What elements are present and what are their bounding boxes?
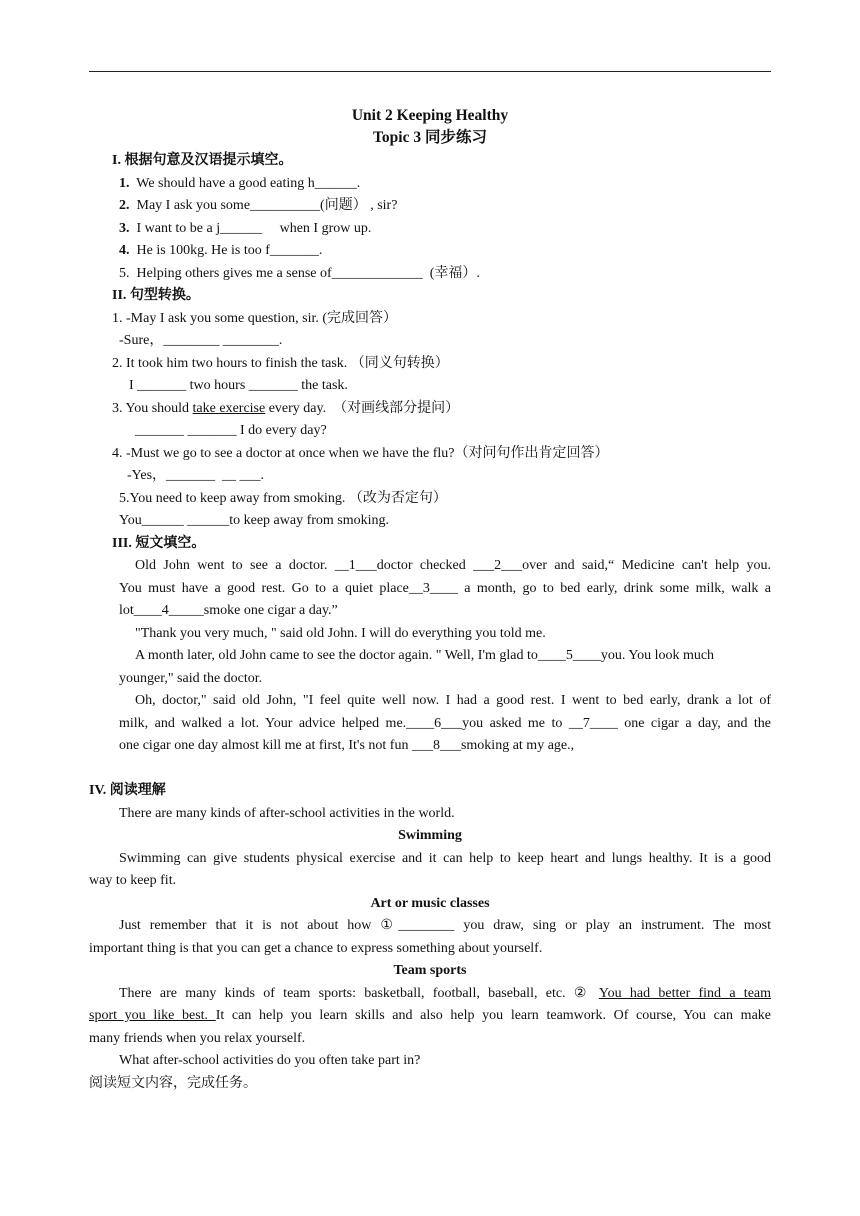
- art-line2: important thing is that you can get a chance to express something about yourself.: [89, 941, 543, 956]
- sec3-p3-line1: A month later, old John came to see the doctor again. " Well, I'm glad to____5____you. You look much: [135, 648, 715, 663]
- heading-team-sports: Team sports: [393, 963, 467, 978]
- section-1-heading: I. 根据句意及汉语提示填空。: [112, 153, 293, 168]
- sec2-line-7: 4. -Must we go to see a doctor at once when we have the flu?（对问句作出肯定回答）: [112, 446, 609, 461]
- sec3-p4-line3: one cigar one day almost kill me at first, It's not fun ___8___smoking at my age.,: [119, 738, 575, 753]
- swim-line2: way to keep fit.: [89, 873, 177, 888]
- sec2-line-1: 1. -May I ask you some question, sir. (完成回答）: [112, 311, 398, 326]
- underlined-sentence: You had better find a team: [598, 986, 772, 1001]
- header-rule: [89, 71, 771, 72]
- team-line1: There are many kinds of team sports: basketball, football, baseball, etc. ② You had better find a team: [119, 986, 772, 1001]
- sec2-line-6: _______ _______ I do every day?: [135, 423, 327, 438]
- sec3-p2: "Thank you very much, " said old John. I will do everything you told me.: [135, 626, 546, 641]
- section-2-heading: II. 句型转换。: [112, 288, 200, 303]
- blank-1-marker: ①: [380, 918, 399, 933]
- sec4-question: What after-school activities do you often take part in?: [119, 1053, 421, 1068]
- art-line1: Just remember that it is not about how ①________ you draw, sing or play an instrument. The most: [119, 918, 771, 933]
- sec3-p4-line2: milk, and walked a lot. Your advice helped me.____6___you asked me to __7____ one cigar a day, and the: [119, 716, 772, 731]
- team-line2: sport you like best. It can help you learn skills and also help you learn teamwork. Of course, You can make: [89, 1008, 772, 1023]
- sec4-intro: There are many kinds of after-school activities in the world.: [119, 806, 455, 821]
- page-title: Unit 2 Keeping Healthy: [351, 107, 509, 124]
- underlined-phrase: take exercise: [192, 401, 266, 416]
- section-4-heading: IV. 阅读理解: [89, 783, 166, 798]
- sec2-line-8: -Yes，_______ __ ___.: [127, 468, 265, 483]
- heading-art-music: Art or music classes: [370, 896, 490, 911]
- sec1-item-5: 5. Helping others gives me a sense of_____________ (幸福）.: [119, 266, 480, 281]
- blank-2-marker: ②: [573, 986, 599, 1001]
- sec1-item-1: 1. We should have a good eating h______.: [119, 176, 361, 191]
- sec2-line-4: I _______ two hours _______ the task.: [129, 378, 348, 393]
- sec3-p4-line1: Oh, doctor," said old John, "I feel quite well now. I had a good rest. I went to bed early, drank a lot of: [135, 693, 771, 708]
- page-subtitle: Topic 3 同步练习: [373, 129, 487, 146]
- sec1-item-3: 3. I want to be a j______ when I grow up.: [119, 221, 372, 236]
- heading-swimming: Swimming: [398, 828, 462, 843]
- sec2-line-10: You______ ______to keep away from smoking.: [119, 513, 390, 528]
- sec2-line-5: 3. You should take exercise every day. （对画线部分提问）: [112, 401, 460, 416]
- sec4-task: 阅读短文内容，完成任务。: [89, 1076, 257, 1091]
- sec1-item-4: 4. He is 100kg. He is too f_______.: [119, 243, 323, 258]
- swim-line1: Swimming can give students physical exercise and it can help to keep heart and lungs healthy. It is a good: [119, 851, 771, 866]
- sec2-line-3: 2. It took him two hours to finish the task. （同义句转换）: [112, 356, 449, 371]
- section-3-heading: III. 短文填空。: [112, 536, 206, 551]
- sec3-p1-line1: Old John went to see a doctor. __1___doctor checked ___2___over and said,“ Medicine can't help you.: [135, 558, 772, 573]
- sec2-line-9: 5.You need to keep away from smoking. （改为否定句）: [119, 491, 447, 506]
- sec3-p1-line2: You must have a good rest. Go to a quiet place__3____ a month, go to bed early, drink some milk, walk a: [119, 581, 771, 596]
- sec2-line-2: -Sure，________ ________.: [119, 333, 283, 348]
- sec3-p1-line3: lot____4_____smoke one cigar a day.”: [119, 603, 338, 618]
- sec3-p3-line2: younger," said the doctor.: [119, 671, 263, 686]
- team-line3: many friends when you relax yourself.: [89, 1031, 306, 1046]
- sec1-item-2: 2. May I ask you some__________(问题） , sir?: [119, 198, 398, 213]
